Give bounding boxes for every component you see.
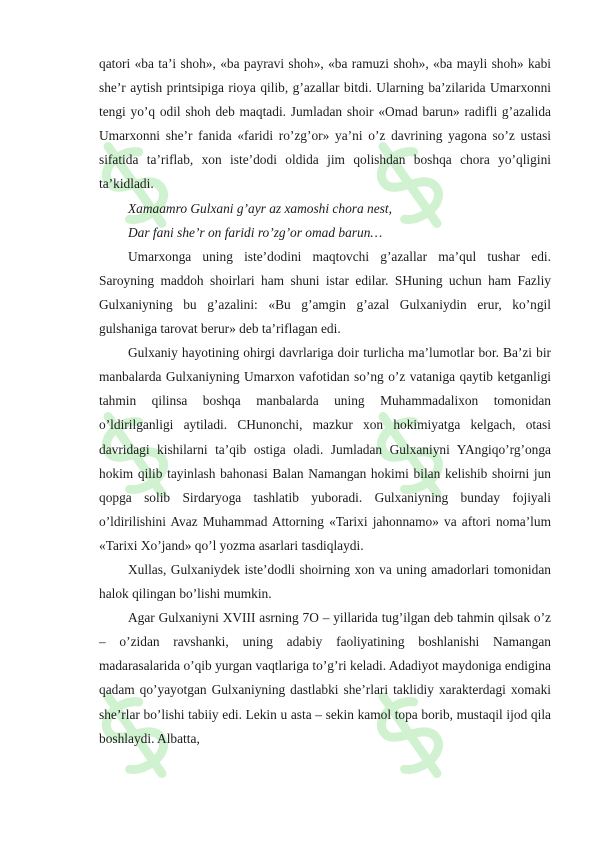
verse-line: Xamaamro Gulxani g’ayr az xamoshi chora nest, (128, 200, 392, 216)
document-body (99, 52, 551, 751)
paragraph: Gulxaniy hayotining ohirgi davrlariga doir turlicha ma’lumotlar bor. Ba’zi bir manbalarda Gulxaniyning Umarxon vafotidan so’ng o’z vataniga qaytib ketganligi tahmin qilinsa boshqa manbalarda uning Muhammadalixon tomonidan o’ldirilganligi aytiladi. CHunonchi, mazkur xon hokimiyatga kelgach, otasi davridagi kishilarni ta’qib ostiga oladi. Jumladan Gulxaniyni YAngiqo’rg’onga hokim qilib tayinlash bahonasi Balan Namangan hokimi bilan kelishib shoirni jun qopga solib Sirdaryoga tashlatib yuboradi. Gulxaniyning bunday fojiyali o’ldirilishini Avaz Muhammad Attorning «Tarixi jahonnamo» va aftori noma’lum «Tarixi Xo’jand» qo’l yozma asarlari tasdiqlaydi. (99, 345, 551, 553)
paragraph: Xullas, Gulxaniydek iste’dodli shoirning xon va uning amadorlari tomonidan halok qilingan bo’lishi mumkin. (99, 561, 551, 602)
paragraph: Agar Gulxaniyni XVIII asrning 7O – yillarida tug’ilgan deb tahmin qilsak o’z – o’zidan ravshanki, uning adabiy faoliyatining boshlanishi Namangan madarasalarida o’qib yurgan vaqtlariga to’g’ri keladi. Adadiyot maydoniga endigina qadam qo’yayotgan Gulxaniyning dastlabki she’rlari taklidiy xarakterdagi xomaki she’rlar bo’lishi tabiiy edi. Lekin u asta – sekin kamol topa borib, mustaqil ijod qila boshlaydi. Albatta, (99, 610, 551, 746)
paragraph: qatori «ba ta’i shoh», «ba payravi shoh», «ba ramuzi shoh», «ba mayli shoh» kabi she’r aytish printsipiga rioya qilib, g’azallar bitdi. Ularning ba’zilarida Umarxonni tengi yo’q odil shoh deb maqtadi. Jumladan shoir «Omad barun» radifli g’azalida Umarxonni she’r fanida «faridi ro’zg’or» ya’ni o’z davrining yagona so’z ustasi sifatida ta’riflab, xon iste’dodi oldida jim qolishdan boshqa chora yo’qligini ta’kidladi. (99, 56, 551, 192)
paragraph: Umarxonga uning iste’dodini maqtovchi g’azallar ma’qul tushar edi. Saroyning maddoh shoirlari ham shuni istar edilar. SHuning uchun ham Fazliy Gulxaniyning bu g’azalini: «Bu g’amgin g’azal Gulxaniydin erur, ko’ngil gulshaniga tarovat berur» deb ta’riflagan edi. (99, 248, 551, 337)
verse-line: Dar fani she’r on faridi ro’zg’or omad barun… (128, 224, 383, 240)
